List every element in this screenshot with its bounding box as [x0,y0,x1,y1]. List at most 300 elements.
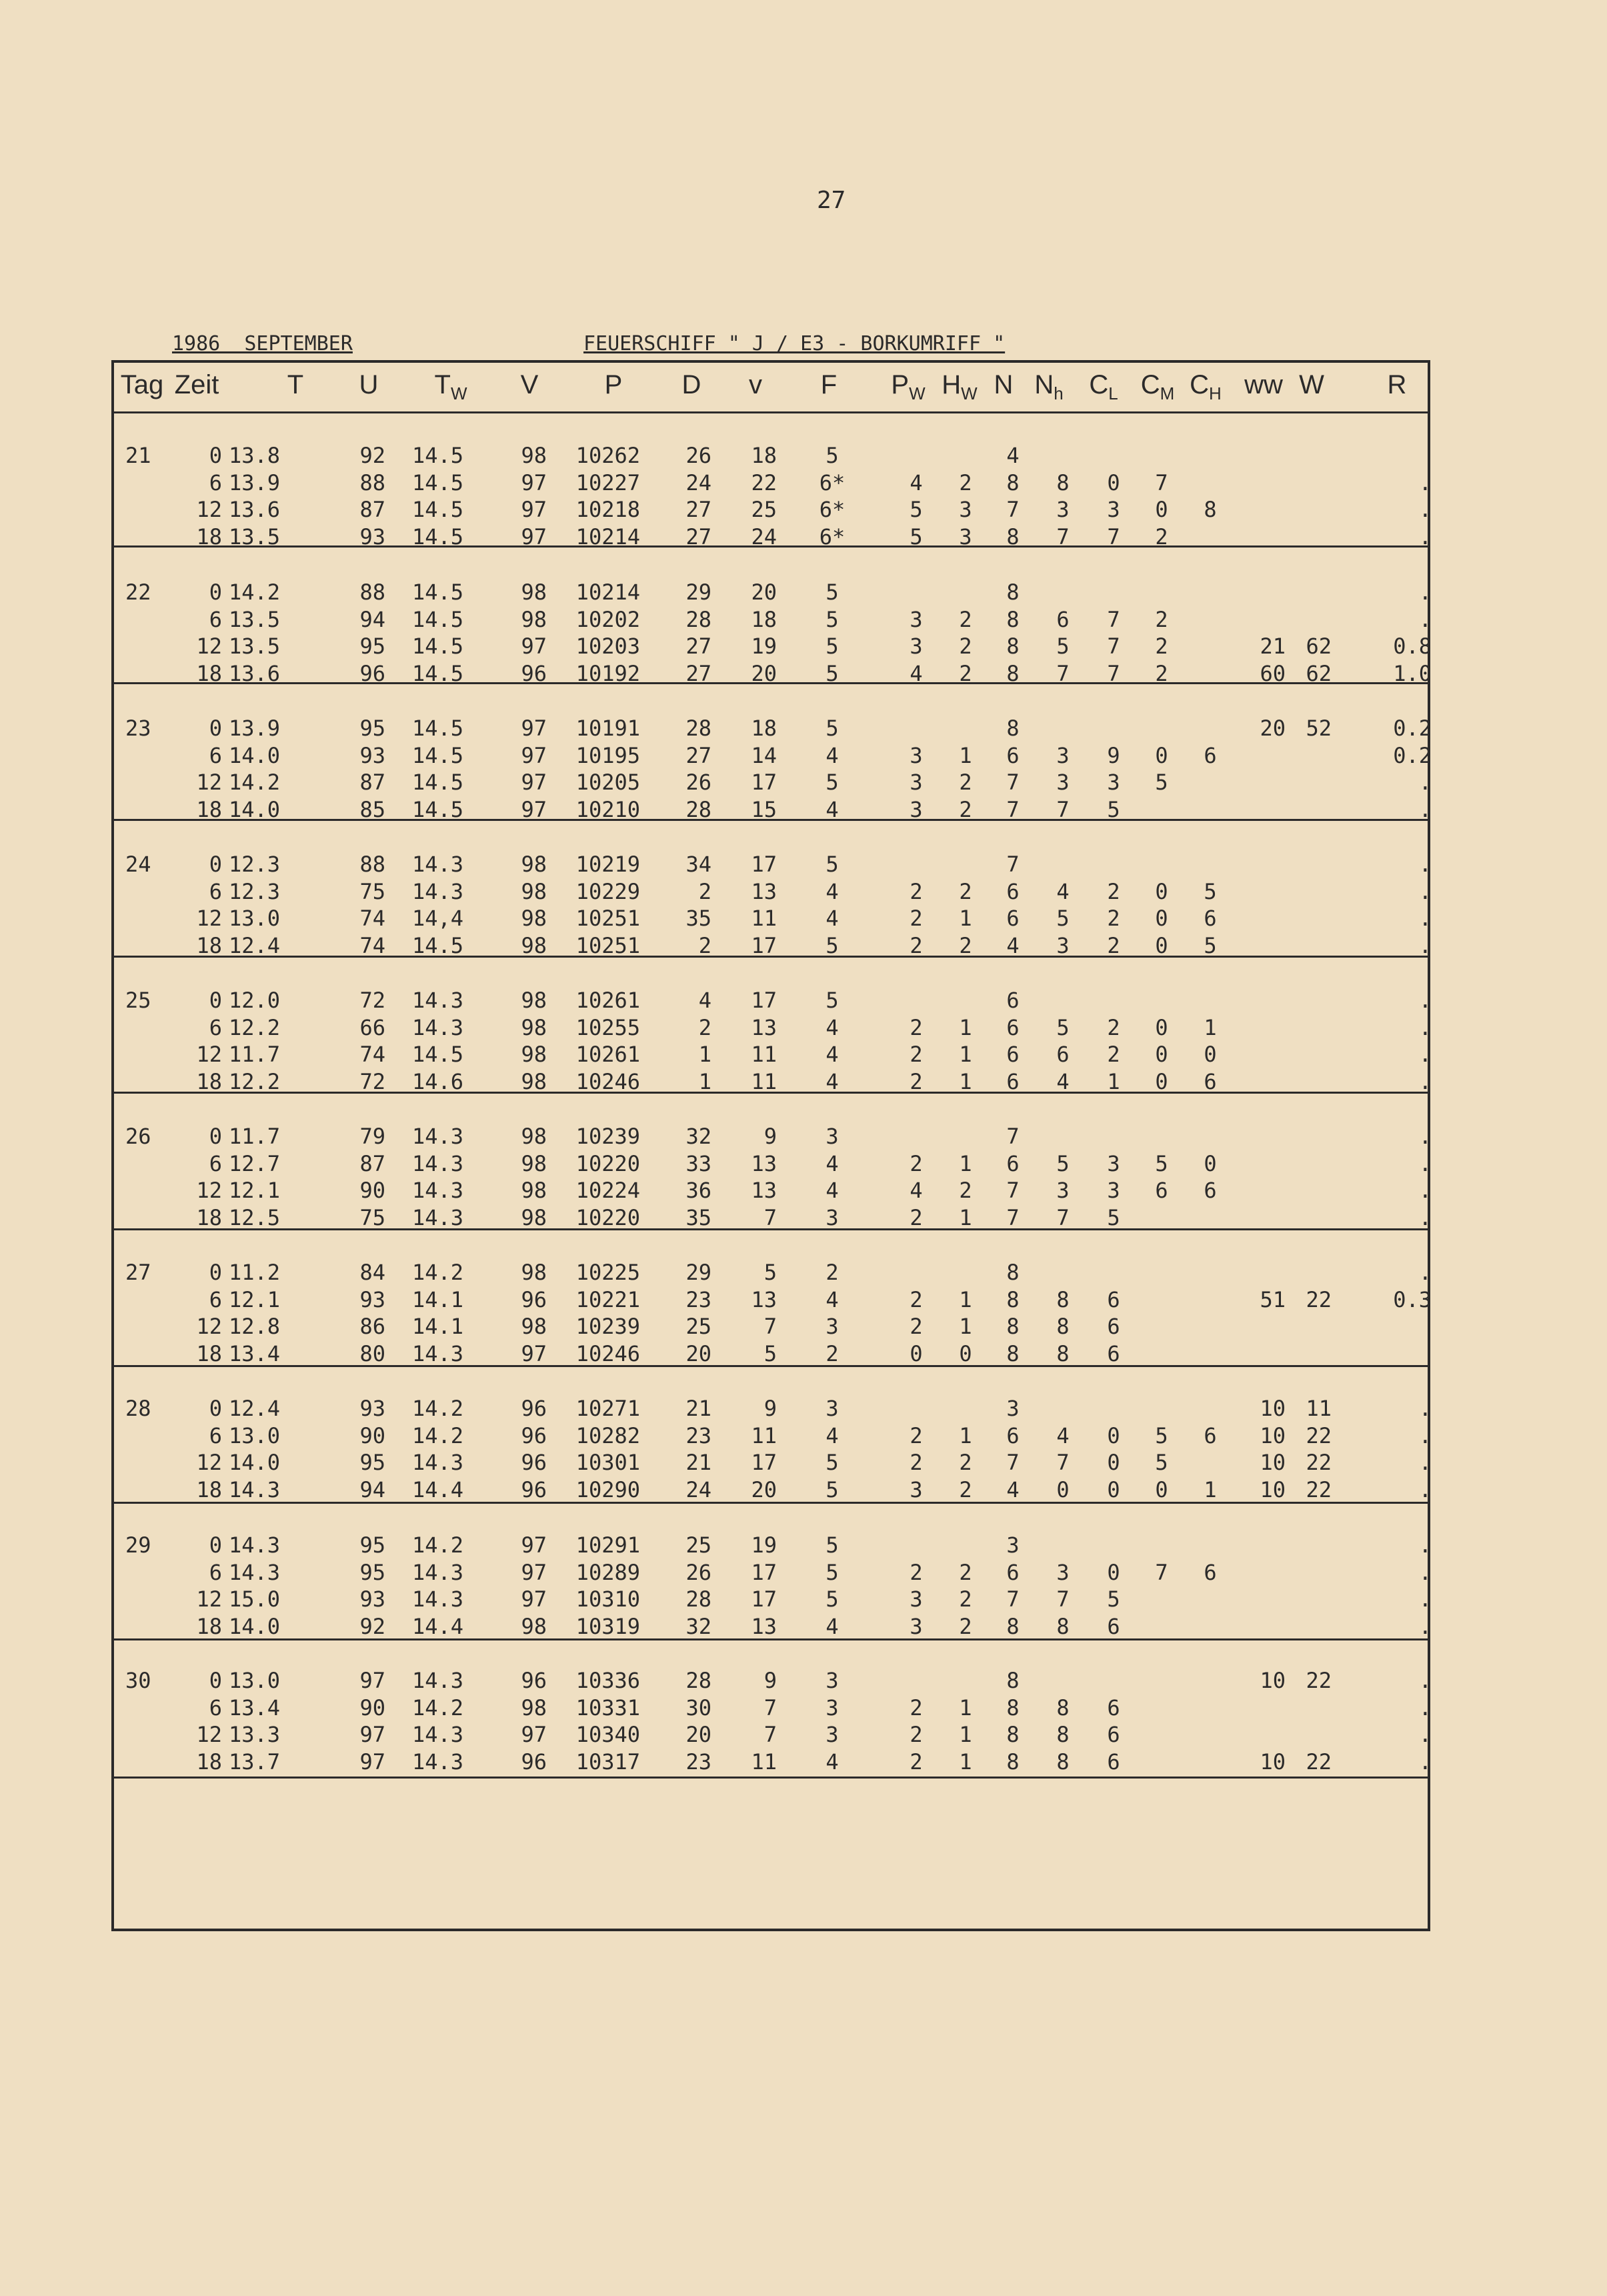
cell-n: 8 [1006,1694,1020,1720]
cell-nh: 6 [1056,606,1070,632]
header-year-month: 1986 SEPTEMBER [172,332,353,355]
cell-pw: 3 [910,1614,923,1640]
cell-p: 10210 [575,797,640,823]
cell-d: 30 [685,1694,711,1720]
cell-v: 98 [521,1042,547,1068]
cell-cl: 6 [1107,1694,1120,1720]
cell-zeit: 0 [209,716,222,741]
cell-n: 6 [1006,1042,1020,1068]
cell-v: 96 [521,1668,547,1693]
cell-tw: 14.5 [411,797,463,823]
cell-f: 5 [826,1586,839,1612]
cell-vv: 11 [751,1749,777,1775]
cell-vv: 17 [751,1586,777,1612]
cell-d: 28 [685,1668,711,1693]
cell-p: 10261 [575,988,640,1013]
cell-p: 10229 [575,878,640,904]
cell-zeit: 6 [209,878,222,904]
cell-d: 4 [698,988,711,1013]
cell-r: 0.2 [1393,716,1432,741]
cell-vv: 24 [751,524,777,550]
cell-pw: 4 [910,1178,923,1204]
cell-v: 98 [521,1205,547,1231]
cell-u: 88 [359,580,385,605]
cell-ch: 8 [1204,497,1217,523]
cell-d: 28 [685,606,711,632]
cell-hw: 2 [959,1477,972,1503]
cell-n: 8 [1006,716,1020,741]
cell-tw: 14.3 [411,1749,463,1775]
cell-t: 13.8 [228,443,280,468]
cell-ch: 1 [1204,1014,1217,1040]
cell-hw: 3 [959,524,972,550]
cell-t: 12.0 [228,988,280,1013]
cell-cl: 3 [1107,497,1120,523]
cell-t: 13.9 [228,716,280,741]
cell-f: 2 [826,1341,839,1367]
cell-vv: 25 [751,497,777,523]
cell-v: 96 [521,1396,547,1421]
cell-d: 35 [685,906,711,932]
cell-hw: 2 [959,797,972,823]
cell-r: . [1418,1396,1432,1421]
cell-n: 7 [1006,1450,1020,1476]
cell-tw: 14.3 [411,1586,463,1612]
cell-v: 96 [521,661,547,687]
cell-zeit: 0 [209,580,222,605]
cell-cl: 5 [1107,1205,1120,1231]
cell-n: 8 [1006,1260,1020,1285]
cell-f: 3 [826,1205,839,1231]
cell-u: 95 [359,1532,385,1558]
cell-d: 23 [685,1749,711,1775]
cell-tw: 14.2 [411,1532,463,1558]
cell-hw: 1 [959,1150,972,1176]
cell-vv: 13 [751,1286,777,1312]
cell-r: . [1418,1260,1432,1285]
cell-f: 5 [826,770,839,796]
cell-p: 10221 [575,1286,640,1312]
cell-r: . [1418,1205,1432,1231]
cell-cl: 2 [1107,1042,1120,1068]
cell-d: 21 [685,1450,711,1476]
cell-r: . [1418,1069,1432,1095]
cell-t: 12.4 [228,933,280,959]
cell-f: 3 [826,1124,839,1149]
cell-tw: 14.3 [411,1205,463,1231]
cell-d: 2 [698,933,711,959]
cell-hw: 2 [959,634,972,660]
cell-u: 74 [359,933,385,959]
cell-zeit: 0 [209,1668,222,1693]
cell-tw: 14,4 [411,906,463,932]
cell-f: 5 [826,716,839,741]
cell-d: 20 [685,1341,711,1367]
cell-d: 25 [685,1532,711,1558]
day-separator [111,545,1430,547]
cell-p: 10227 [575,469,640,495]
cell-pw: 2 [910,1450,923,1476]
cell-f: 5 [826,1532,839,1558]
cell-u: 87 [359,1150,385,1176]
cell-vv: 7 [763,1205,777,1231]
cell-u: 90 [359,1694,385,1720]
cell-zeit: 12 [196,1314,222,1340]
cell-vv: 11 [751,1042,777,1068]
cell-t: 13.9 [228,469,280,495]
cell-f: 5 [826,852,839,877]
cell-v: 98 [521,443,547,468]
cell-pw: 3 [910,1477,923,1503]
cell-zeit: 18 [196,661,222,687]
cell-d: 33 [685,1150,711,1176]
cell-p: 10214 [575,580,640,605]
cell-zeit: 12 [196,770,222,796]
cell-n: 8 [1006,524,1020,550]
cell-cm: 2 [1155,606,1168,632]
cell-tw: 14.5 [411,469,463,495]
cell-p: 10289 [575,1559,640,1585]
cell-cm: 0 [1155,933,1168,959]
cell-nh: 8 [1056,1694,1070,1720]
cell-ch: 0 [1204,1150,1217,1176]
cell-p: 10271 [575,1396,640,1421]
cell-pw: 2 [910,1042,923,1068]
cell-u: 72 [359,988,385,1013]
day-label: 26 [125,1124,151,1149]
cell-cm: 5 [1155,1450,1168,1476]
cell-hw: 2 [959,878,972,904]
cell-n: 7 [1006,770,1020,796]
cell-p: 10246 [575,1341,640,1367]
cell-tw: 14.3 [411,1178,463,1204]
cell-t: 12.2 [228,1014,280,1040]
cell-zeit: 6 [209,742,222,768]
cell-vv: 17 [751,770,777,796]
cell-d: 28 [685,1586,711,1612]
cell-t: 12.5 [228,1205,280,1231]
cell-t: 15.0 [228,1586,280,1612]
cell-r: . [1418,1668,1432,1693]
cell-v: 97 [521,1532,547,1558]
cell-n: 8 [1006,1749,1020,1775]
cell-w: 62 [1306,661,1332,687]
cell-v: 98 [521,988,547,1013]
cell-cl: 0 [1107,1422,1120,1448]
cell-nh: 5 [1056,1150,1070,1176]
col-header-r: R [1387,370,1407,399]
cell-f: 3 [826,1722,839,1748]
cell-vv: 13 [751,1014,777,1040]
cell-cl: 5 [1107,797,1120,823]
cell-n: 6 [1006,1150,1020,1176]
cell-p: 10225 [575,1260,640,1285]
cell-zeit: 18 [196,524,222,550]
cell-d: 20 [685,1722,711,1748]
cell-nh: 8 [1056,469,1070,495]
cell-cl: 3 [1107,1150,1120,1176]
cell-v: 97 [521,1722,547,1748]
cell-vv: 7 [763,1722,777,1748]
cell-tw: 14.5 [411,1042,463,1068]
cell-pw: 3 [910,770,923,796]
cell-r: . [1418,1450,1432,1476]
cell-r: . [1418,1422,1432,1448]
day-label: 28 [125,1396,151,1421]
cell-v: 96 [521,1477,547,1503]
cell-p: 10291 [575,1532,640,1558]
col-header-hw: $H_W$ [942,370,978,403]
cell-w: 22 [1306,1450,1332,1476]
cell-ww: 20 [1260,716,1286,741]
cell-nh: 7 [1056,797,1070,823]
cell-t: 12.8 [228,1314,280,1340]
cell-t: 11.7 [228,1042,280,1068]
day-label: 30 [125,1668,151,1693]
cell-nh: 4 [1056,1069,1070,1095]
cell-w: 11 [1306,1396,1332,1421]
cell-zeit: 18 [196,1614,222,1640]
col-header-pw: $P_W$ [891,370,926,403]
cell-u: 94 [359,606,385,632]
cell-f: 4 [826,1422,839,1448]
cell-p: 10220 [575,1150,640,1176]
cell-n: 8 [1006,1722,1020,1748]
cell-v: 96 [521,1450,547,1476]
cell-u: 93 [359,524,385,550]
cell-d: 27 [685,497,711,523]
cell-zeit: 6 [209,1559,222,1585]
cell-f: 5 [826,1450,839,1476]
cell-pw: 2 [910,1559,923,1585]
cell-zeit: 18 [196,1205,222,1231]
cell-nh: 8 [1056,1749,1070,1775]
cell-u: 97 [359,1749,385,1775]
cell-p: 10205 [575,770,640,796]
day-label: 25 [125,988,151,1013]
cell-n: 8 [1006,1286,1020,1312]
cell-u: 75 [359,878,385,904]
cell-nh: 8 [1056,1286,1070,1312]
cell-cl: 7 [1107,606,1120,632]
cell-r: . [1418,606,1432,632]
cell-vv: 18 [751,716,777,741]
cell-f: 4 [826,1150,839,1176]
col-header-tw: $T_W$ [434,370,467,403]
cell-hw: 2 [959,770,972,796]
cell-n: 8 [1006,1668,1020,1693]
cell-p: 10239 [575,1314,640,1340]
cell-r: . [1418,497,1432,523]
cell-v: 98 [521,1014,547,1040]
cell-d: 26 [685,443,711,468]
cell-cl: 3 [1107,1178,1120,1204]
cell-v: 97 [521,469,547,495]
page-number: 27 [817,187,846,214]
cell-nh: 3 [1056,742,1070,768]
cell-zeit: 18 [196,1749,222,1775]
cell-f: 5 [826,580,839,605]
cell-zeit: 12 [196,1042,222,1068]
cell-tw: 14.5 [411,606,463,632]
col-header-v: v [749,370,762,399]
cell-tw: 14.3 [411,878,463,904]
cell-cl: 7 [1107,661,1120,687]
cell-zeit: 12 [196,1722,222,1748]
cell-vv: 19 [751,1532,777,1558]
cell-vv: 14 [751,742,777,768]
cell-pw: 2 [910,1286,923,1312]
cell-n: 6 [1006,1014,1020,1040]
cell-p: 10214 [575,524,640,550]
cell-u: 87 [359,497,385,523]
cell-p: 10246 [575,1069,640,1095]
cell-tw: 14.4 [411,1477,463,1503]
col-header-w: W [1299,370,1324,399]
cell-cm: 7 [1155,469,1168,495]
cell-p: 10290 [575,1477,640,1503]
cell-tw: 14.5 [411,770,463,796]
col-header-tag: Tag [120,370,164,399]
cell-zeit: 12 [196,1586,222,1612]
cell-vv: 17 [751,852,777,877]
cell-t: 13.6 [228,661,280,687]
cell-p: 10262 [575,443,640,468]
cell-p: 10224 [575,1178,640,1204]
cell-pw: 2 [910,933,923,959]
cell-t: 14.0 [228,797,280,823]
cell-r: 0.8 [1393,634,1432,660]
col-header-nh: $N_h$ [1034,370,1064,403]
col-header-t: T [287,370,304,399]
cell-p: 10301 [575,1450,640,1476]
cell-u: 74 [359,1042,385,1068]
cell-nh: 5 [1056,906,1070,932]
cell-p: 10255 [575,1014,640,1040]
cell-ch: 5 [1204,878,1217,904]
cell-hw: 1 [959,1069,972,1095]
cell-r: . [1418,1178,1432,1204]
cell-ch: 5 [1204,933,1217,959]
cell-ch: 6 [1204,742,1217,768]
cell-zeit: 18 [196,1341,222,1367]
cell-r: . [1418,878,1432,904]
cell-t: 13.0 [228,1422,280,1448]
cell-cl: 2 [1107,933,1120,959]
cell-u: 66 [359,1014,385,1040]
cell-pw: 2 [910,878,923,904]
cell-cm: 0 [1155,906,1168,932]
cell-u: 93 [359,1396,385,1421]
cell-tw: 14.3 [411,1450,463,1476]
cell-v: 98 [521,1124,547,1149]
cell-f: 6* [819,469,846,495]
cell-r: . [1418,1532,1432,1558]
cell-v: 98 [521,1150,547,1176]
cell-r: . [1418,988,1432,1013]
cell-hw: 1 [959,1314,972,1340]
cell-tw: 14.3 [411,1668,463,1693]
cell-n: 4 [1006,1477,1020,1503]
cell-r: . [1418,906,1432,932]
cell-hw: 1 [959,906,972,932]
cell-vv: 11 [751,1422,777,1448]
cell-f: 4 [826,742,839,768]
cell-pw: 2 [910,1694,923,1720]
cell-zeit: 6 [209,469,222,495]
cell-f: 4 [826,1614,839,1640]
cell-cl: 6 [1107,1614,1120,1640]
cell-p: 10336 [575,1668,640,1693]
cell-tw: 14.4 [411,1614,463,1640]
cell-n: 6 [1006,1069,1020,1095]
cell-vv: 20 [751,1477,777,1503]
cell-vv: 13 [751,1614,777,1640]
col-header-n: N [994,370,1014,399]
day-separator [111,819,1430,821]
cell-d: 26 [685,770,711,796]
cell-t: 12.1 [228,1286,280,1312]
cell-cm: 6 [1155,1178,1168,1204]
cell-cl: 9 [1107,742,1120,768]
cell-w: 22 [1306,1668,1332,1693]
cell-zeit: 12 [196,906,222,932]
cell-v: 98 [521,1694,547,1720]
cell-t: 11.2 [228,1260,280,1285]
cell-tw: 14.5 [411,443,463,468]
cell-tw: 14.2 [411,1422,463,1448]
day-separator [111,1228,1430,1230]
cell-vv: 20 [751,580,777,605]
cell-n: 7 [1006,1124,1020,1149]
cell-p: 10191 [575,716,640,741]
cell-r: 0.3 [1393,1286,1432,1312]
cell-vv: 9 [763,1668,777,1693]
cell-pw: 2 [910,1150,923,1176]
cell-cl: 0 [1107,1477,1120,1503]
cell-nh: 3 [1056,933,1070,959]
cell-pw: 2 [910,1205,923,1231]
cell-v: 98 [521,1069,547,1095]
cell-f: 5 [826,1477,839,1503]
cell-v: 98 [521,580,547,605]
cell-n: 7 [1006,1178,1020,1204]
cell-n: 7 [1006,797,1020,823]
cell-t: 13.6 [228,497,280,523]
cell-cl: 2 [1107,1014,1120,1040]
cell-n: 8 [1006,1314,1020,1340]
col-header-d: D [681,370,701,399]
cell-pw: 3 [910,797,923,823]
cell-ww: 10 [1260,1422,1286,1448]
cell-hw: 1 [959,1205,972,1231]
cell-r: . [1418,1722,1432,1748]
cell-p: 10195 [575,742,640,768]
cell-v: 97 [521,1586,547,1612]
cell-vv: 20 [751,661,777,687]
cell-hw: 2 [959,1450,972,1476]
cell-t: 13.3 [228,1722,280,1748]
cell-t: 12.3 [228,852,280,877]
cell-v: 96 [521,1749,547,1775]
cell-n: 7 [1006,1205,1020,1231]
cell-nh: 8 [1056,1341,1070,1367]
cell-r: . [1418,933,1432,959]
cell-d: 2 [698,878,711,904]
cell-u: 90 [359,1422,385,1448]
day-separator [111,682,1430,684]
cell-vv: 7 [763,1314,777,1340]
